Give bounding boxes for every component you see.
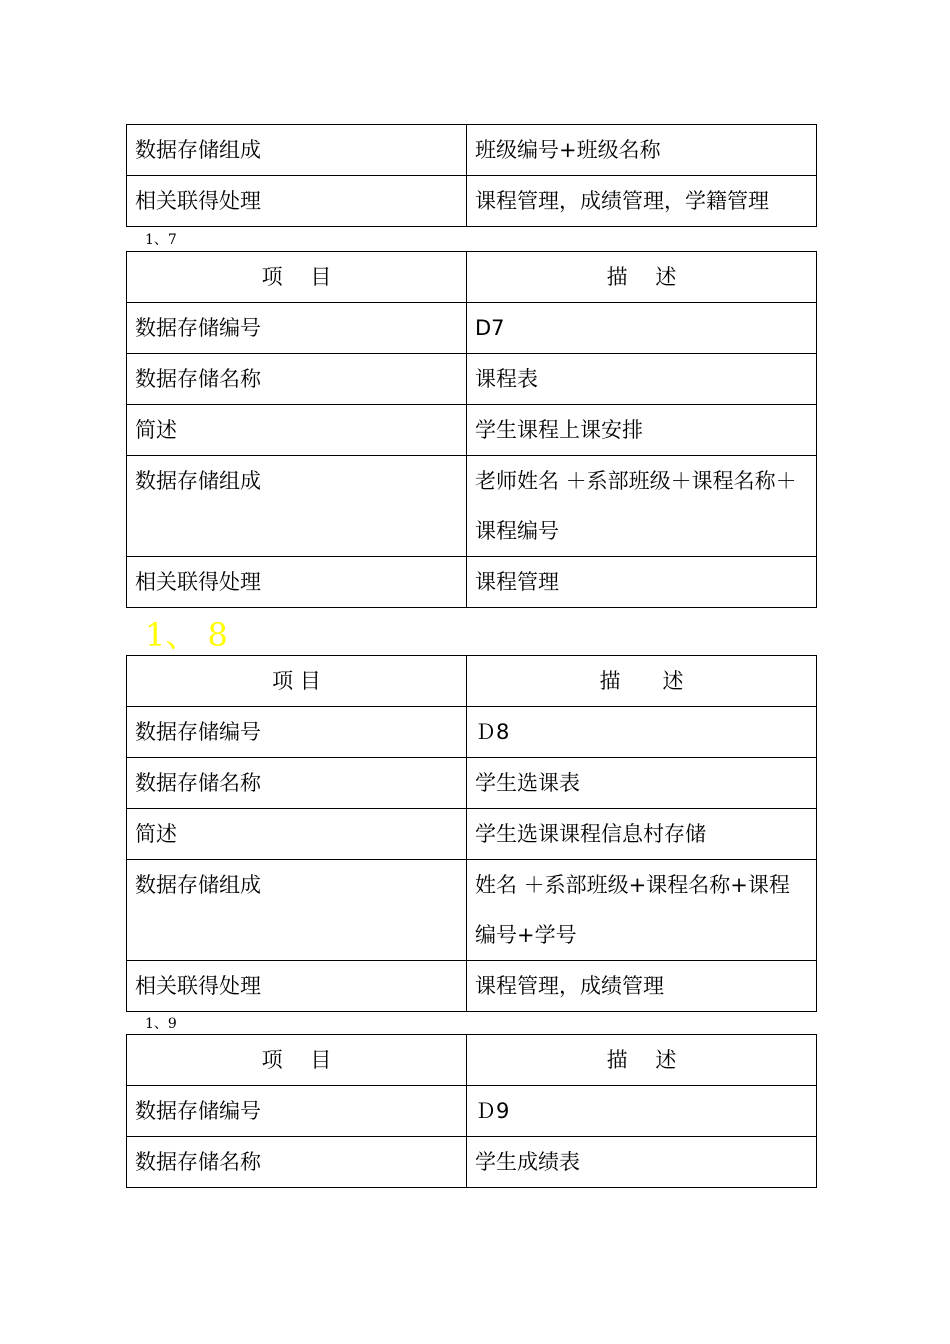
- table-row: [127, 809, 817, 860]
- row-label: 数据存储组成: [127, 125, 467, 176]
- table-row: [127, 961, 817, 1012]
- table-row: [127, 758, 817, 809]
- row-label: 数据存储编号: [127, 303, 467, 354]
- row-value: 课程管理，成绩管理，学籍管理: [467, 176, 817, 227]
- row-label: 简述: [127, 809, 467, 860]
- section-label-8: 1、 8: [145, 616, 228, 654]
- row-value: Ｄ9: [467, 1086, 817, 1137]
- header-item: 项 目: [127, 656, 467, 707]
- table-row: [127, 303, 817, 354]
- table-row: [127, 125, 817, 176]
- row-value: 学生选课课程信息村存储: [467, 809, 817, 860]
- row-label: 数据存储编号: [127, 1086, 467, 1137]
- header-desc: 描 述: [467, 252, 817, 303]
- row-value: D7: [467, 303, 817, 354]
- table-row: [127, 354, 817, 405]
- header-item: 项 目: [127, 252, 467, 303]
- table-store-class-continued: [126, 124, 816, 227]
- row-value: 课程表: [467, 354, 817, 405]
- row-value: 课程管理，成绩管理: [467, 961, 817, 1012]
- row-value: Ｄ8: [467, 707, 817, 758]
- table-row: [127, 405, 817, 456]
- table-store-d8: [126, 655, 816, 1012]
- row-value: 姓名 ＋系部班级+课程名称+课程编号+学号: [467, 860, 817, 961]
- table-header-row: [127, 656, 817, 707]
- header-desc: 描 述: [467, 1035, 817, 1086]
- row-value: 班级编号+班级名称: [467, 125, 817, 176]
- row-label: 简述: [127, 405, 467, 456]
- row-label: 数据存储组成: [127, 456, 467, 557]
- table-row: [127, 557, 817, 608]
- table-row: [127, 1137, 817, 1188]
- row-value: 学生成绩表: [467, 1137, 817, 1188]
- row-value: 学生选课表: [467, 758, 817, 809]
- table-row: [127, 456, 817, 557]
- section-label-7: 1、7: [145, 232, 177, 248]
- header-item: 项 目: [127, 1035, 467, 1086]
- table-row: [127, 1086, 817, 1137]
- table-store-d7: [126, 251, 816, 608]
- row-label: 数据存储名称: [127, 1137, 467, 1188]
- row-value: 学生课程上课安排: [467, 405, 817, 456]
- table-row: [127, 860, 817, 961]
- table-header-row: [127, 1035, 817, 1086]
- row-label: 数据存储名称: [127, 758, 467, 809]
- table-row: [127, 707, 817, 758]
- row-label: 数据存储名称: [127, 354, 467, 405]
- header-desc: 描 述: [467, 656, 817, 707]
- table-store-d9: [126, 1034, 816, 1188]
- row-value: 老师姓名 ＋系部班级＋课程名称＋课程编号: [467, 456, 817, 557]
- row-label: 数据存储组成: [127, 860, 467, 961]
- row-label: 相关联得处理: [127, 961, 467, 1012]
- section-label-9: 1、9: [145, 1016, 177, 1032]
- row-value: 课程管理: [467, 557, 817, 608]
- row-label: 相关联得处理: [127, 176, 467, 227]
- row-label: 数据存储编号: [127, 707, 467, 758]
- row-label: 相关联得处理: [127, 557, 467, 608]
- table-row: [127, 176, 817, 227]
- table-header-row: [127, 252, 817, 303]
